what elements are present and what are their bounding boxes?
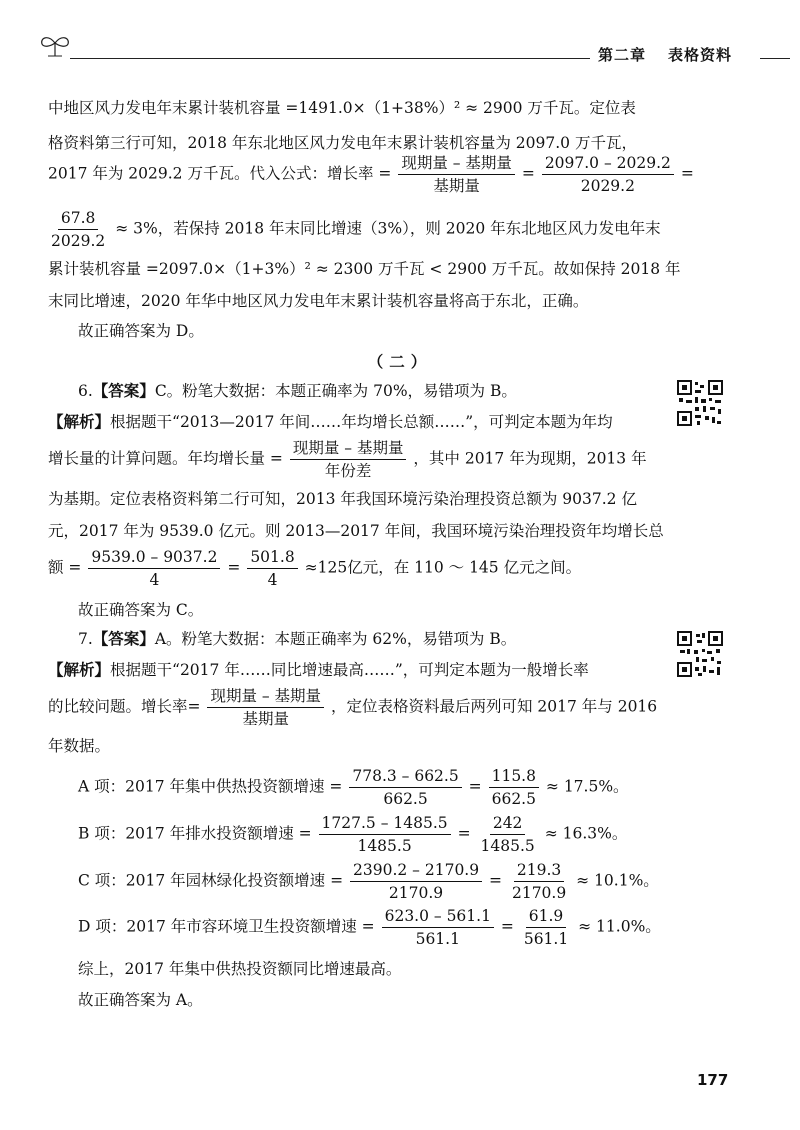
fraction-denominator: 年份差	[324, 462, 372, 480]
equals-sign: =	[227, 558, 241, 577]
q6-line5-text-b: ≈125亿元，在 110 ～ 145 亿元之间。	[304, 558, 582, 577]
option-b	[78, 813, 627, 856]
q6-answer: 故正确答案为 C。	[78, 601, 204, 619]
fraction-values	[382, 906, 494, 949]
q7-summary: 综上，2017 年集中供热投资额同比增速最高。	[78, 960, 402, 978]
para1-line4	[48, 208, 661, 251]
q7-analysis-line1	[48, 659, 589, 681]
fraction-values	[88, 547, 220, 590]
para1-line1: 中地区风力发电年末累计装机容量 =1491.0×（1+38%）² ≈ 2900 万千瓦。定位表	[48, 99, 636, 117]
q6-analysis-line2	[48, 438, 647, 481]
fraction-result	[48, 208, 108, 251]
fraction-denominator: 561.1	[523, 930, 569, 948]
page-header	[30, 30, 770, 70]
q7-number: 7.	[78, 630, 93, 648]
fraction-numerator: 219.3	[514, 860, 564, 882]
option-result: ≈ 17.5%。	[545, 777, 629, 796]
fraction-denominator: 基期量	[433, 177, 480, 195]
page-number: 177	[697, 1071, 729, 1089]
section-label: 表格资料	[668, 46, 733, 64]
fraction-numerator: 115.8	[489, 766, 539, 788]
fraction-values	[349, 766, 461, 809]
q7-answer: 故正确答案为 A。	[78, 991, 203, 1009]
fraction-values	[350, 860, 482, 903]
header-rule	[70, 58, 590, 59]
fraction-numerator: 501.8	[247, 547, 297, 569]
equals-sign: =	[489, 871, 503, 890]
fraction-numerator: 1727.5 – 1485.5	[319, 813, 451, 835]
q6-line2-text: 增长量的计算问题。年均增长量 =	[48, 449, 283, 468]
fraction-result	[509, 860, 569, 903]
fraction-values	[319, 813, 451, 856]
header-rule-right	[760, 58, 790, 59]
q7-answer-text: A。粉笔大数据：本题正确率为 62%，易错项为 B。	[154, 630, 517, 648]
para1-line6: 末同比增速，2020 年华中地区风力发电年末累计装机容量将高于东北，正确。	[48, 292, 589, 310]
para1-line3-text: 2017 年为 2029.2 万千瓦。代入公式：增长率 =	[48, 164, 392, 183]
q7-analysis-text: 根据题干“2017 年……同比增速最高……”，可判定本题为一般增长率	[110, 661, 589, 679]
para1-line4-text: ≈ 3%，若保持 2018 年末同比增速（3%），则 2020 年东北地区风力发电年末	[115, 219, 661, 238]
fraction-numerator: 现期量 – 基期量	[398, 153, 515, 175]
q6-answer-text: C。粉笔大数据：本题正确率为 70%，易错项为 B。	[154, 382, 517, 400]
fraction-denominator: 662.5	[491, 790, 536, 808]
option-label: B 项：2017 年排水投资额增速 =	[78, 824, 312, 843]
option-result: ≈ 10.1%。	[576, 871, 659, 890]
fraction-numerator: 现期量 – 基期量	[207, 686, 324, 708]
fraction-denominator: 1485.5	[480, 837, 535, 855]
fraction-numerator: 2390.2 – 2170.9	[350, 860, 482, 882]
formula-growth-rate	[207, 686, 324, 729]
q6-analysis-line3: 为基期。定位表格资料第二行可知，2013 年我国环境污染治理投资总额为 9037.2 亿	[48, 490, 637, 508]
q7-line2-text: 的比较问题。增长率=	[48, 697, 201, 716]
para1-answer: 故正确答案为 D。	[78, 322, 204, 340]
q6-analysis-label: 【解析】	[48, 412, 111, 431]
q7-analysis-line2	[48, 686, 657, 729]
option-c	[78, 860, 659, 903]
fraction-numerator: 778.3 – 662.5	[349, 766, 461, 788]
para1-line2: 格资料第三行可知，2018 年东北地区风力发电年末累计装机容量为 2097.0 万千瓦，	[48, 134, 637, 152]
fraction-numerator: 现期量 – 基期量	[290, 438, 407, 460]
para1-line3	[48, 153, 694, 196]
q6-analysis-line5	[48, 547, 581, 590]
fraction-result	[489, 766, 539, 809]
q7-analysis-line3: 年数据。	[48, 737, 111, 755]
q6-analysis-line4: 元，2017 年为 9539.0 亿元。则 2013—2017 年间，我国环境污染治理投资年均增长总	[48, 522, 664, 540]
header-title	[598, 44, 732, 65]
fraction-numerator: 61.9	[526, 906, 567, 928]
q7-line2-text-b: ，定位表格资料最后两列可知 2017 年与 2016	[330, 697, 658, 716]
q6-analysis-line1	[48, 411, 613, 433]
q6-line2-text-b: ，其中 2017 年为现期，2013 年	[413, 449, 647, 468]
option-result: ≈ 16.3%。	[544, 824, 628, 843]
fraction-denominator: 561.1	[415, 930, 460, 948]
equals-sign: =	[457, 824, 471, 843]
qr-code-icon[interactable]	[676, 630, 724, 678]
option-a	[78, 766, 629, 809]
equals-sign: =	[680, 164, 694, 183]
q7-answer-line	[78, 628, 516, 650]
option-label: C 项：2017 年园林绿化投资额增速 =	[78, 871, 344, 890]
fraction-denominator: 基期量	[242, 710, 289, 728]
para1-line5: 累计装机容量 =2097.0×（1+3%）² ≈ 2300 万千瓦 < 2900 万千瓦。故如保持 2018 年	[48, 260, 681, 278]
equals-sign: =	[500, 917, 514, 936]
option-label: A 项：2017 年集中供热投资额增速 =	[78, 777, 343, 796]
fraction-numerator: 623.0 – 561.1	[382, 906, 494, 928]
fraction-denominator: 1485.5	[357, 837, 412, 855]
q7-answer-label: 【答案】	[92, 629, 155, 648]
chapter-label: 第二章	[598, 46, 647, 64]
option-d	[78, 906, 661, 949]
q6-answer-label: 【答案】	[92, 381, 155, 400]
qr-code-icon[interactable]	[676, 379, 724, 427]
fraction-denominator: 2170.9	[511, 884, 567, 902]
fraction-denominator: 2029.2	[51, 232, 106, 250]
fraction-values	[542, 153, 674, 196]
fraction-denominator: 662.5	[383, 790, 428, 808]
fraction-numerator: 242	[490, 813, 526, 835]
section-title: （二）	[367, 352, 433, 371]
equals-sign: =	[521, 164, 535, 183]
fraction-denominator: 4	[267, 571, 278, 589]
fraction-numerator: 9539.0 – 9037.2	[88, 547, 220, 569]
fraction-denominator: 2029.2	[580, 177, 635, 195]
q6-answer-line	[78, 380, 517, 402]
option-label: D 项：2017 年市容环境卫生投资额增速 =	[78, 917, 375, 936]
fraction-result	[247, 547, 297, 590]
fraction-result	[521, 906, 571, 949]
q7-analysis-label: 【解析】	[48, 660, 111, 679]
q6-line5-text: 额 =	[48, 558, 82, 577]
option-result: ≈ 11.0%。	[578, 917, 661, 936]
q6-analysis-text: 根据题干“2013—2017 年间……年均增长总额……”，可判定本题为年均	[110, 413, 613, 431]
formula-annual-growth	[290, 438, 407, 481]
equals-sign: =	[468, 777, 482, 796]
fraction-numerator: 67.8	[58, 208, 99, 230]
formula-growth-rate	[398, 153, 515, 196]
fraction-numerator: 2097.0 – 2029.2	[542, 153, 674, 175]
fraction-result	[478, 813, 538, 856]
fraction-denominator: 2170.9	[388, 884, 444, 902]
fraction-denominator: 4	[149, 571, 160, 589]
q6-number: 6.	[78, 382, 93, 400]
leaf-icon	[38, 32, 72, 58]
